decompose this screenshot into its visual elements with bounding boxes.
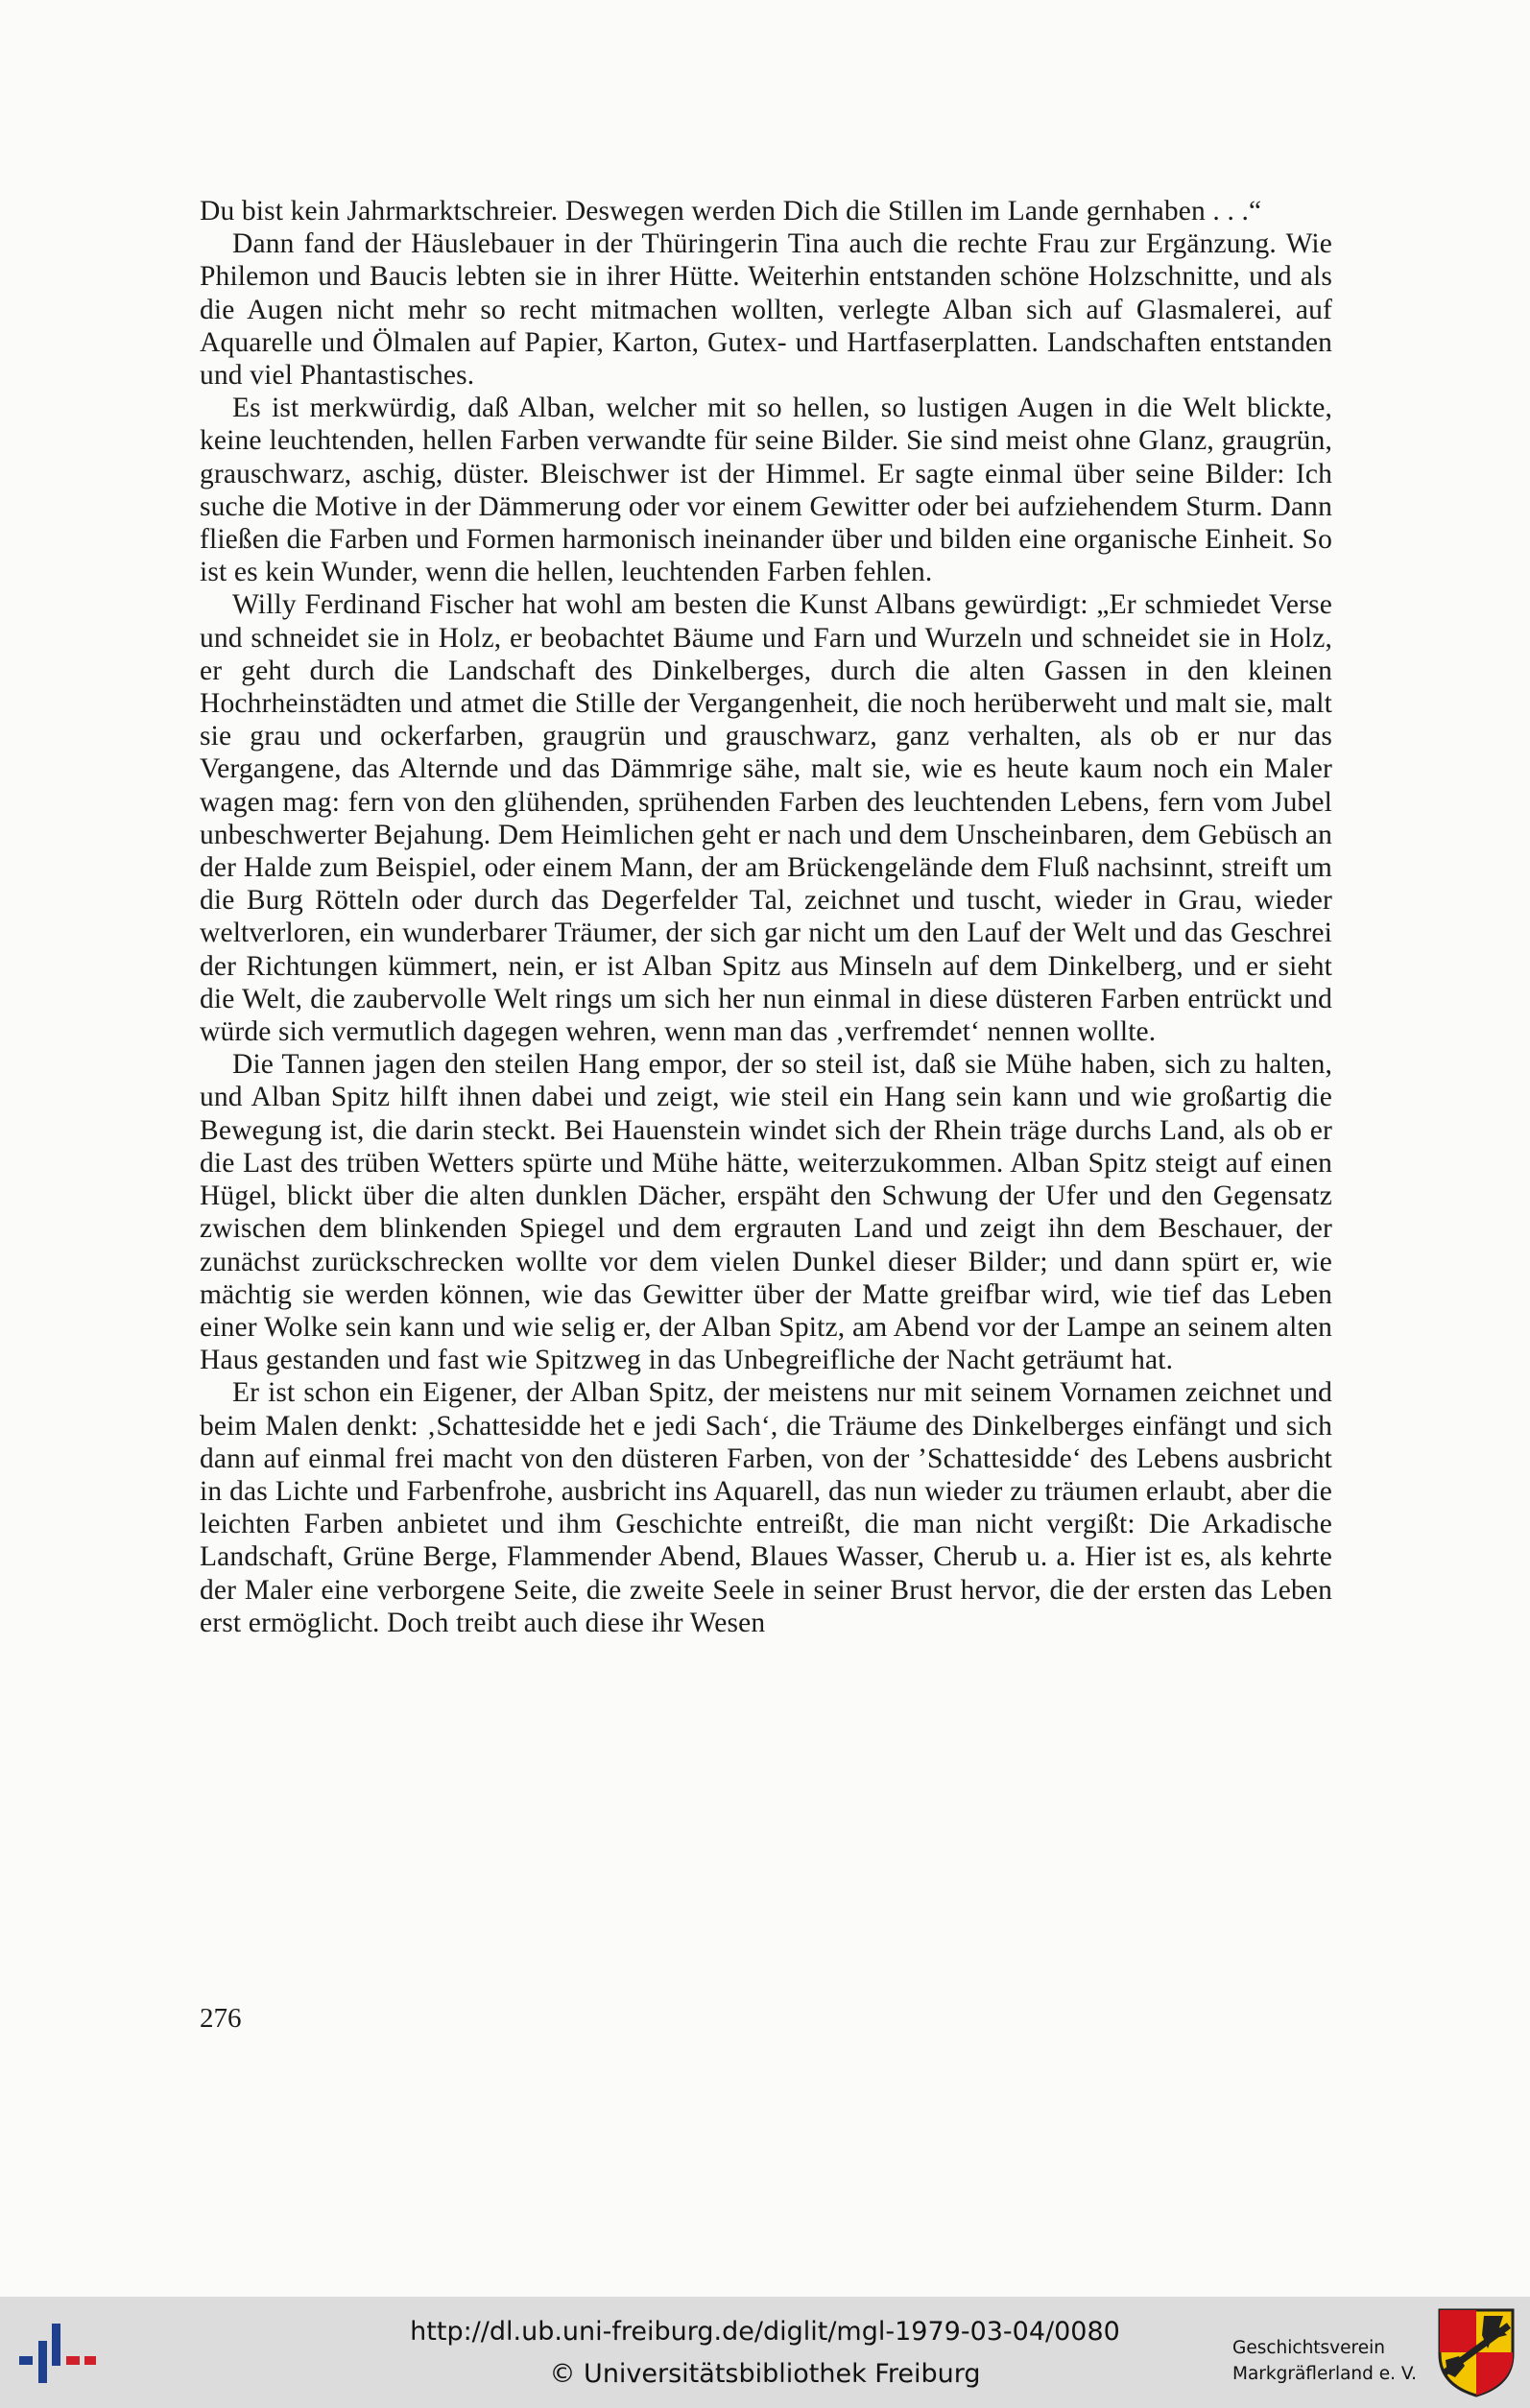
- paragraph-1: Du bist kein Jahrmarktschreier. Deswegen werden Dich die Stillen im Lande gernhaben . . .“: [200, 196, 1262, 226]
- paragraph-3: Es ist merkwürdig, daß Alban, welcher mit so hellen, so lustigen Augen in die Welt blickte, keine leuchtenden, hellen Farben verwandte für seine Bilder. Sie sind meist ohne Glanz, graugrün, grauschwarz, aschig, düster. Bleischwer ist der Himmel. Er sagte einmal über seine Bilder: Ich suche die Motive in der Dämmerung oder vor einem Gewitter oder bei aufziehendem Sturm. Dann fließen die Farben und Formen harmonisch ineinander über und bilden eine organische Einheit. So ist es kein Wunder, wenn die hellen, leuchtenden Farben fehlen.: [200, 393, 1332, 588]
- society-line-1: Geschichtsverein: [1232, 2338, 1385, 2358]
- paragraph-6: Er ist schon ein Eigener, der Alban Spitz, der meistens nur mit seinem Vornamen zeichnet und beim Malen denkt: ‚Schattesidde het e jedi Sach‘, die Träume des Dinkelberges einfängt und sich dann auf einmal frei macht von den düsteren Farben, von der ’Schattesidde‘ des Lebens ausbricht in das Lichte und Farbenfrohe, ausbricht ins Aquarell, das nun wieder zu träumen erlaubt, aber die leichten Farben anbietet und ihm Geschichte entreißt, die man nicht vergißt: Die Arkadische Landschaft, Grüne Berge, Flammender Abend, Blaues Wasser, Cherub u. a. Hier ist es, als kehrte der Maler eine verborgene Seite, die zweite Seele in seiner Brust hervor, die der ersten das Leben erst ermöglicht. Doch treibt auch diese ihr Wesen: [200, 1377, 1332, 1638]
- society-line-2: Markgräflerland e. V.: [1232, 2364, 1418, 2384]
- footer-bar: [0, 2297, 1530, 2408]
- page-number: 276: [200, 2003, 242, 2034]
- paragraph-2: Dann fand der Häuslebauer in der Thüringerin Tina auch die rechte Frau zur Ergänzung. Wie Philemon und Baucis lebten sie in ihrer Hütte. Weiterhin entstanden schöne Holzschnitte, und als die Augen nicht mehr so recht mitmachen wollten, verlegte Alban sich auf Glasmalerei, auf Aquarelle und Ölmalen auf Papier, Karton, Gutex- und Hartfaserplatten. Landschaften entstanden und viel Phantastisches.: [200, 228, 1332, 392]
- paragraph-4: Willy Ferdinand Fischer hat wohl am besten die Kunst Albans gewürdigt: „Er schmiedet Verse und schneidet sie in Holz, er beobachtet Bäume und Farn und Wurzeln und schneidet sie in Holz, er geht durch die Landschaft des Dinkelberges, durch die alten Gassen in den kleinen Hochrheinstädten und atmet die Stille der Vergangenheit, die noch herüberweht und malt sie, malt sie grau und ockerfarben, graugrün und grauschwarz, ganz verhalten, als ob er nur das Vergangene, das Alternde und das Dämmrige sähe, malt sie, wie es heute kaum noch ein Maler wagen mag: fern von den glühenden, sprühenden Farben des leuchtenden Lebens, fern vom Jubel unbeschwerter Bejahung. Dem Heimlichen geht er nach und dem Unscheinbaren, dem Gebüsch an der Halde zum Beispiel, oder einem Mann, der am Brückengelände dem Fluß nachsinnt, streift um die Burg Rötteln oder durch das Degerfelder Tal, zeichnet und tuscht, wieder in Grau, wieder weltverloren, ein wunderbarer Träumer, der sich gar nicht um den Lauf der Welt und das Geschrei der Richtungen kümmert, nein, er ist Alban Spitz aus Minseln auf dem Dinkelberg, und er sieht die Welt, die zaubervolle Welt rings um sich her nun einmal in diese düsteren Farben entrückt und würde sich vermutlich dagegen wehren, wenn man das ‚verfremdet‘ nennen wollte.: [200, 589, 1332, 1048]
- paragraph-5: Die Tannen jagen den steilen Hang empor, der so steil ist, daß sie Mühe haben, sich zu halten, und Alban Spitz hilft ihnen dabei und zeigt, wie steil ein Hang sein kann und wie großartig die Bewegung ist, die darin steckt. Bei Hauenstein windet sich der Rhein träge durchs Land, als ob er die Last des trüben Wetters spürte und Mühe hätte, weiterzukommen. Alban Spitz steigt auf einen Hügel, blickt über die alten dunklen Dächer, erspäht den Schwung der Ufer und den Gegensatz zwischen dem blinkenden Spiegel und dem ergrauten Land und zeigt ihn dem Beschauer, der zunächst zurückschrecken wollte vor dem vielen Dunkel dieser Bilder; und dann spürt er, wie mächtig sie werden können, wie das Gewitter über der Matte greifbar wird, wie tief das Leben einer Wolke sein kann und wie selig er, der Alban Spitz, am Abend vor der Lampe an seinem alten Haus gestanden und fast wie Spitzweg in das Unbegreifliche der Nacht geträumt hat.: [200, 1049, 1332, 1376]
- body-text: [200, 195, 1332, 1639]
- permalink-url[interactable]: http://dl.ub.uni-freiburg.de/diglit/mgl-1979-03-04/0080: [410, 2317, 1120, 2347]
- copyright-notice: © Universitätsbibliothek Freiburg: [549, 2359, 981, 2389]
- society-name: [1232, 2335, 1424, 2387]
- coat-of-arms-icon[interactable]: [1436, 2306, 1517, 2398]
